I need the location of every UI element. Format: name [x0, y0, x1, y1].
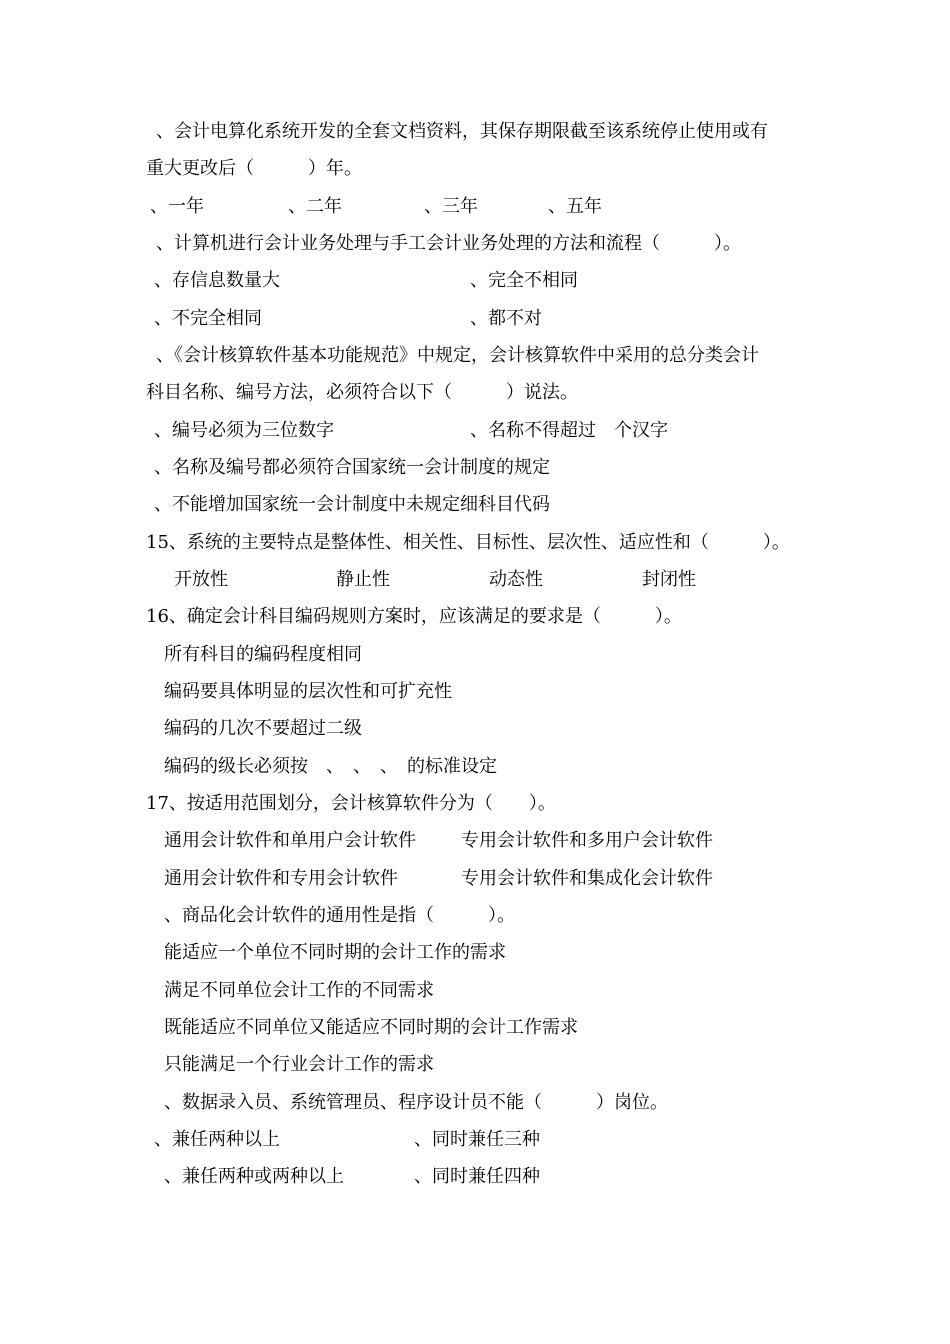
question-line: 、会计电算化系统开发的全套文档资料，其保存期限截至该系统停止使用或有: [156, 121, 768, 142]
option-a: 、一年: [150, 196, 204, 217]
option-a: 、兼任两种以上: [154, 1129, 280, 1150]
option-d: 、不能增加国家统一会计制度中未规定细科目代码: [154, 494, 550, 515]
question-line: 重大更改后（ ）年。: [146, 158, 362, 179]
option-a: 、编号必须为三位数字: [154, 420, 334, 441]
option-b: 专用会计软件和多用户会计软件: [461, 830, 713, 851]
option-d: 只能满足一个行业会计工作的需求: [164, 1054, 434, 1075]
option-d: 、五年: [548, 196, 602, 217]
option-b: 满足不同单位会计工作的不同需求: [164, 980, 434, 1001]
option-c: 既能适应不同单位又能适应不同时期的会计工作需求: [164, 1017, 578, 1038]
option-a: 、存信息数量大: [154, 270, 280, 291]
option-d: 编码的级长必须按 、 、 、 的标准设定: [164, 756, 497, 777]
option-c: 动态性: [489, 569, 543, 590]
option-c: 通用会计软件和专用会计软件: [164, 868, 398, 889]
option-a: 所有科目的编码程度相同: [164, 644, 362, 665]
option-a: 通用会计软件和单用户会计软件: [164, 830, 416, 851]
option-c: 、名称及编号都必须符合国家统一会计制度的规定: [154, 457, 550, 478]
option-c: 、兼任两种或两种以上: [164, 1166, 344, 1187]
question-line: 15、系统的主要特点是整体性、相关性、目标性、层次性、适应性和（ ）。: [146, 532, 790, 553]
option-c: 、不完全相同: [154, 308, 262, 329]
question-line: 、数据录入员、系统管理员、程序设计员不能（ ）岗位。: [164, 1092, 668, 1113]
option-d: 封闭性: [642, 569, 696, 590]
option-c: 编码的几次不要超过二级: [164, 718, 362, 739]
question-line: 、《会计核算软件基本功能规范》中规定，会计核算软件中采用的总分类会计: [156, 345, 759, 366]
option-b: 编码要具体明显的层次性和可扩充性: [164, 681, 452, 702]
option-b: 、名称不得超过 个汉字: [470, 420, 668, 441]
option-c: 、三年: [424, 196, 478, 217]
option-b: 、二年: [288, 196, 342, 217]
option-d: 、同时兼任四种: [414, 1166, 540, 1187]
question-line: 17、按适用范围划分，会计核算软件分为（ ）。: [146, 793, 556, 814]
option-d: 专用会计软件和集成化会计软件: [461, 868, 713, 889]
option-a: 开放性: [174, 569, 228, 590]
option-a: 能适应一个单位不同时期的会计工作的需求: [164, 942, 506, 963]
question-line: 、计算机进行会计业务处理与手工会计业务处理的方法和流程（ ）。: [156, 233, 741, 254]
question-line: 科目名称、编号方法，必须符合以下（ ）说法。: [146, 382, 578, 403]
option-b: 、同时兼任三种: [414, 1129, 540, 1150]
option-b: 、完全不相同: [470, 270, 578, 291]
question-line: 16、确定会计科目编码规则方案时，应该满足的要求是（ ）。: [146, 606, 682, 627]
option-d: 、都不对: [470, 308, 542, 329]
question-line: 、商品化会计软件的通用性是指（ ）。: [164, 905, 515, 926]
option-b: 静止性: [336, 569, 390, 590]
